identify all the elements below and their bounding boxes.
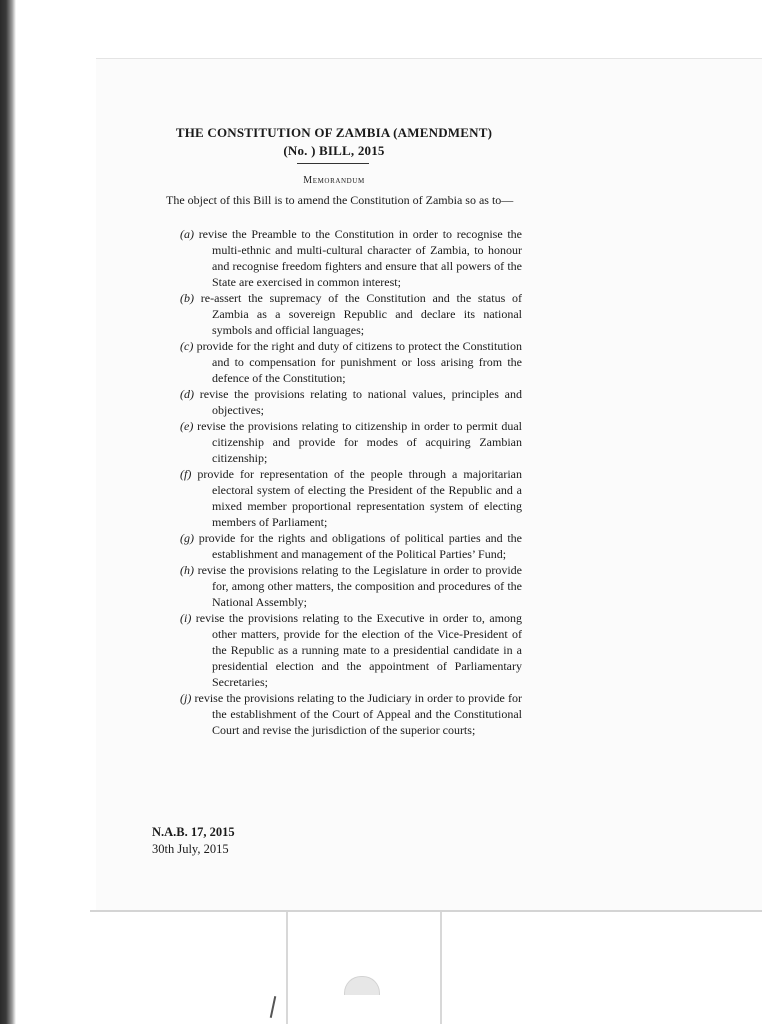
bill-title: [140, 124, 528, 160]
memorandum-item-h: (h) revise the provisions relating to the Legislature in order to provide for, among other matters, the composition and procedures of the National Assembly;: [180, 563, 522, 609]
memorandum-item-j: (j) revise the provisions relating to the Judiciary in order to provide for the establishment of the Court of Appeal and the Constitutional Court and revise the jurisdiction of the superior courts;: [180, 691, 523, 737]
memorandum-item-i: (i) revise the provisions relating to the Executive in order to, among other matters, provide for the election of the Vice-President of the Republic as a running mate to a presidential candidate in a presidential election and the appointment of Parliamentary Secretaries;: [180, 611, 522, 689]
memorandum-item-d: (d) revise the provisions relating to national values, principles and objectives;: [180, 387, 522, 417]
bill-title-line2: (No. ) BILL, 2015: [283, 143, 385, 158]
binder-tab-right-edge: [440, 912, 442, 1024]
memorandum-items: [180, 226, 522, 738]
memorandum-heading: Memorandum: [303, 175, 365, 186]
scan-mark: [270, 996, 277, 1018]
memorandum-item-a: (a) revise the Preamble to the Constitution in order to recognise the multi-ethnic and multi-cultural character of Zambia, to honour and recognise freedom fighters and ensure that all powers of the State are exercised in common interest;: [180, 227, 523, 289]
bill-number: N.A.B. 17, 2015: [152, 825, 235, 839]
bill-date: 30th July, 2015: [152, 842, 229, 856]
bill-title-line1: THE CONSTITUTION OF ZAMBIA (AMENDMENT): [175, 125, 493, 140]
scan-left-edge: [0, 0, 16, 1024]
title-divider: [297, 163, 369, 164]
memorandum-intro: The object of this Bill is to amend the Constitution of Zambia so as to—: [166, 193, 514, 207]
page-bottom-edge: [90, 910, 762, 912]
memorandum-item-g: (g) provide for the rights and obligations of political parties and the establishment and management of the Political Parties’ Fund;: [180, 531, 523, 561]
memorandum-item-c: (c) provide for the right and duty of citizens to protect the Constitution and to compensation for punishment or loss arising from the defence of the Constitution;: [180, 339, 523, 385]
binder-tab-left-edge: [286, 912, 288, 1024]
memorandum-item-f: (f) provide for representation of the people through a majoritarian electoral system of electing the President of the Republic and a mixed member proportional representation system of electing members of Parliament;: [180, 467, 522, 529]
binder-hole: [344, 976, 380, 995]
memorandum-item-b: (b) re-assert the supremacy of the Constitution and the status of Zambia as a sovereign Republic and declare its national symbols and official languages;: [180, 291, 522, 337]
memorandum-item-e: (e) revise the provisions relating to citizenship in order to permit dual citizenship and provide for modes of acquiring Zambian citizenship;: [180, 419, 522, 465]
